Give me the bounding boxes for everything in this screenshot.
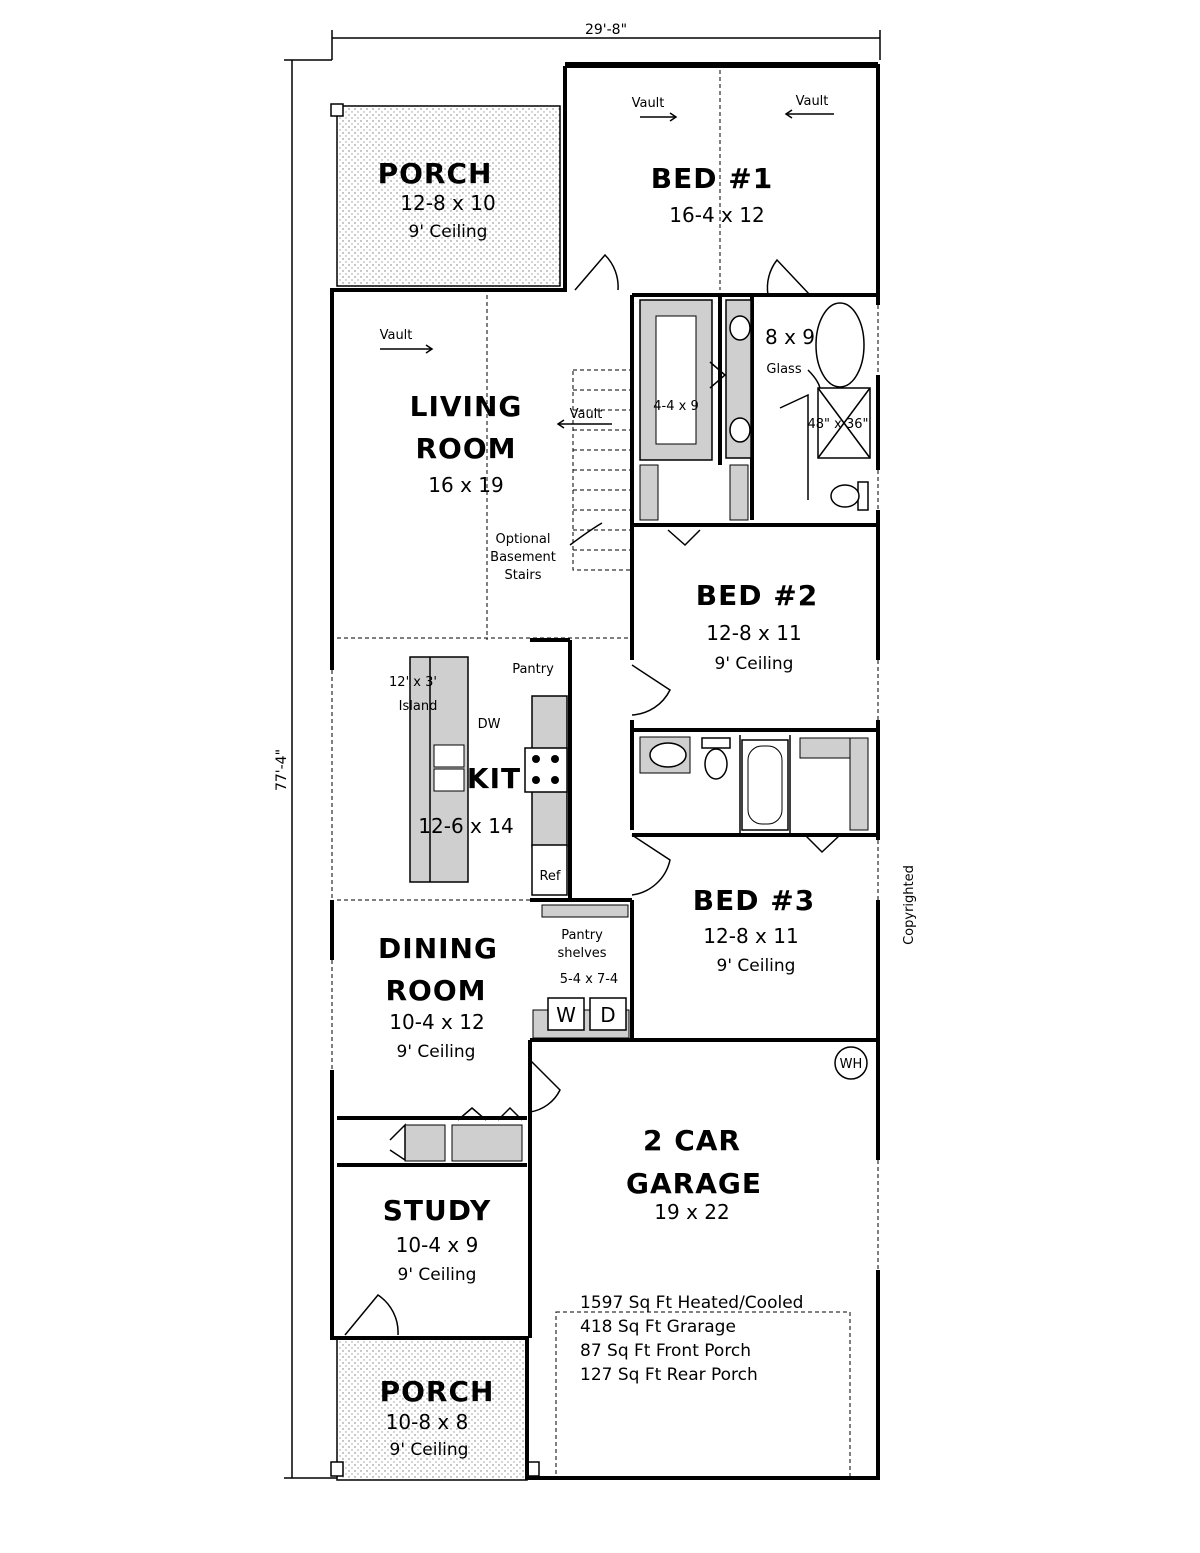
dining-ceiling: 9' Ceiling (396, 1042, 476, 1062)
basement-stairs (573, 370, 631, 570)
hall-bathtub-icon (742, 740, 788, 830)
dining-dims: 10-4 x 12 (389, 1010, 485, 1034)
living-name-line2: ROOM (415, 432, 517, 465)
bed3-ceiling: 9' Ceiling (716, 956, 796, 976)
study-dims: 10-4 x 9 (395, 1233, 479, 1257)
dining-name-line2: ROOM (385, 974, 487, 1007)
living-dims: 16 x 19 (428, 473, 504, 497)
width-label: 29'-8" (584, 22, 628, 38)
laundry-pantry-line2: shelves (557, 946, 607, 961)
stairs-note-line2: Basement (490, 550, 556, 565)
garage-name-line2: GARAGE (626, 1167, 762, 1200)
living-name-line1: LIVING (409, 390, 523, 423)
water-heater-icon (835, 1047, 867, 1079)
bed3-name: BED #3 (692, 884, 816, 917)
porch-rear-ceiling: 9' Ceiling (408, 222, 488, 242)
sqft-rear-porch: 127 Sq Ft Rear Porch (580, 1365, 758, 1385)
porch-rear-name: PORCH (377, 157, 493, 190)
bathtub-icon (816, 303, 864, 387)
bed2-name: BED #2 (695, 579, 819, 612)
stairs-note-line3: Stairs (504, 568, 542, 583)
island-dims: 12' x 3' (389, 675, 437, 690)
laundry-dims: 5-4 x 7-4 (559, 972, 619, 987)
pantry-label: Pantry (512, 662, 554, 677)
water-heater-label: WH (839, 1057, 863, 1072)
sqft-heated: 1597 Sq Ft Heated/Cooled (580, 1293, 804, 1313)
kitchen-island (410, 657, 468, 882)
living-vault: Vault (379, 328, 413, 343)
bed3-dims: 12-8 x 11 (703, 924, 799, 948)
closet1-dims: 4-4 x 9 (653, 399, 699, 414)
sqft-garage: 418 Sq Ft Grarage (580, 1317, 736, 1337)
laundry-pantry-line1: Pantry (561, 928, 603, 943)
width-dimension (332, 22, 880, 60)
master-bath-dims: 8 x 9 (765, 325, 815, 349)
kitchen-name: KIT (466, 762, 522, 795)
master-bath-glass: Glass (766, 362, 802, 377)
depth-label: 77'-4" (274, 748, 290, 792)
porch-rear-dims: 12-8 x 10 (400, 191, 496, 215)
sqft-front-porch: 87 Sq Ft Front Porch (580, 1341, 752, 1361)
bed1-vault-right: Vault (795, 94, 829, 109)
garage-dims: 19 x 22 (654, 1200, 730, 1224)
kitchen-dims: 12-6 x 14 (418, 814, 514, 838)
bed1-vault-left: Vault (631, 96, 665, 111)
porch-front-name: PORCH (379, 1375, 495, 1408)
bed2-dims: 12-8 x 11 (706, 621, 802, 645)
range-icon (525, 748, 567, 792)
bed2-ceiling: 9' Ceiling (714, 654, 794, 674)
bed1-dims: 16-4 x 12 (669, 203, 765, 227)
study-name: STUDY (382, 1194, 492, 1227)
garage-name-line1: 2 CAR (642, 1124, 742, 1157)
porch-front-ceiling: 9' Ceiling (389, 1440, 469, 1460)
porch-front-dims: 10-8 x 8 (385, 1410, 469, 1434)
study-ceiling: 9' Ceiling (397, 1265, 477, 1285)
stair-vault: Vault (569, 407, 603, 422)
ref-label: Ref (539, 869, 561, 884)
dining-name-line1: DINING (378, 932, 498, 965)
dryer-label: D (600, 1003, 616, 1027)
washer-label: W (556, 1003, 576, 1027)
dw-label: DW (477, 717, 501, 732)
island-label: Island (398, 699, 438, 714)
stairs-note-line1: Optional (495, 532, 551, 547)
bed1-name: BED #1 (650, 162, 774, 195)
copyright-label: Copyrighted (902, 865, 917, 945)
shower-dims: 48" x 36" (807, 417, 869, 432)
